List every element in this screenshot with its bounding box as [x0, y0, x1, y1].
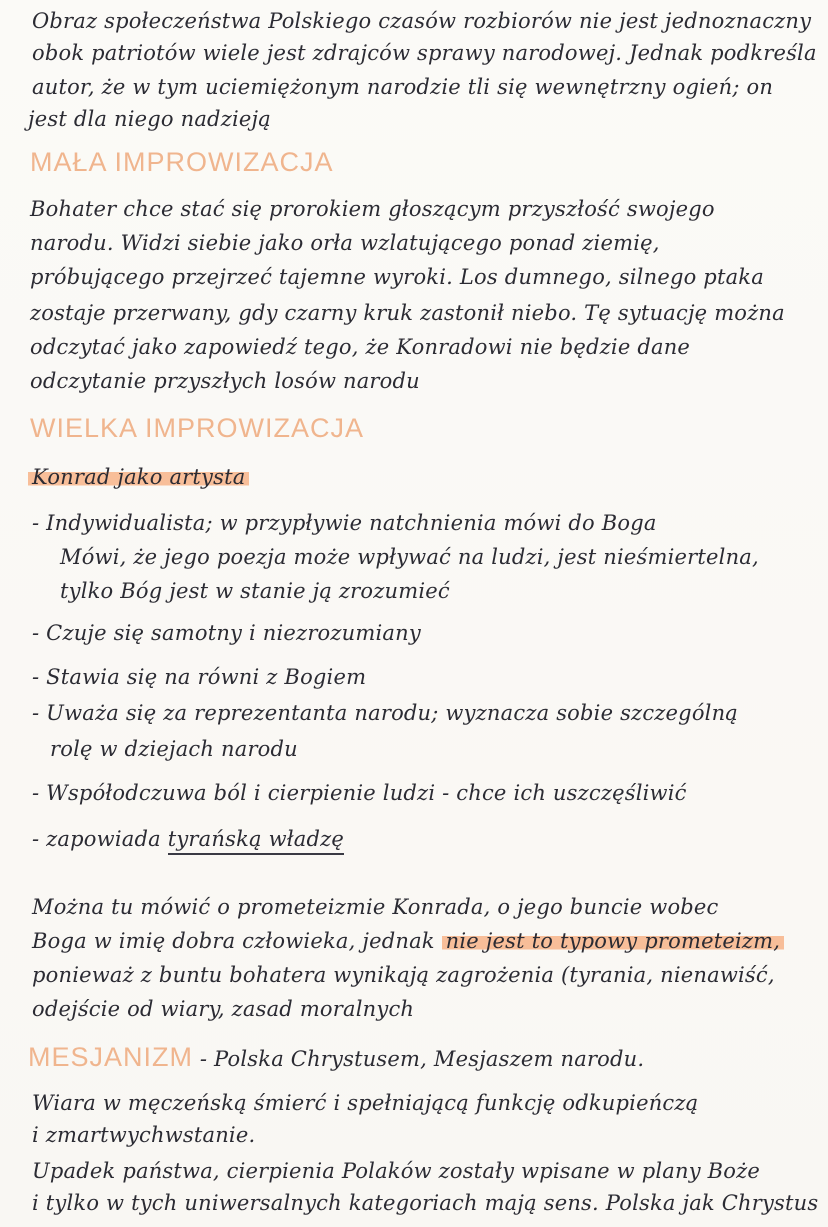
intro-line-1: Obraz społeczeństwa Polskiego czasów rozbiorów nie jest jednoznaczny	[32, 9, 812, 33]
mesjanizm-line-4: Upadek państwa, cierpienia Polaków zostały wpisane w plany Boże	[32, 1159, 761, 1183]
intro-line-4: jest dla niego nadzieją	[28, 107, 271, 131]
heading-wielka-improwizacja: WIELKA IMPROWIZACJA	[30, 413, 365, 443]
wielka-line-2: Mówi, że jego poezja może wpływać na ludzi, jest nieśmiertelna,	[60, 545, 759, 569]
prometeizm-line-2-prefix: Boga w imię dobra człowieka, jednak	[32, 929, 442, 953]
wielka-line-7: rolę w dziejach narodu	[50, 737, 298, 761]
heading-mesjanizm: MESJANIZM	[28, 1042, 194, 1072]
mala-line-5: odczytać jako zapowiedź tego, że Konradowi nie będzie dane	[30, 335, 691, 359]
mala-line-1: Bohater chce stać się prorokiem głoszącym przyszłość swojego	[30, 197, 715, 221]
prometeizm-line-2	[32, 928, 784, 954]
heading-mala-improwizacja: MAŁA IMPROWIZACJA	[30, 147, 334, 177]
subheading-konrad-artysta: Konrad jako artysta	[28, 465, 249, 489]
mala-line-4: zostaje przerwany, gdy czarny kruk zastonił niebo. Tę sytuację można	[30, 301, 785, 325]
mala-line-3: próbującego przejrzeć tajemne wyroki. Los dumnego, silnego ptaka	[30, 265, 764, 289]
highlight-nie-typowy-prometeizm: nie jest to typowy prometeizm,	[442, 929, 785, 953]
prometeizm-line-1: Można tu mówić o prometeizmie Konrada, o jego buncie wobec	[32, 895, 719, 919]
mesjanizm-line-1	[28, 1044, 644, 1072]
intro-line-2: obok patriotów wiele jest zdrajców sprawy narodowej. Jednak podkreśla	[32, 41, 817, 65]
wielka-line-9	[32, 826, 344, 852]
wielka-line-5: - Stawia się na równi z Bogiem	[32, 665, 367, 689]
mesjanizm-line-3: i zmartwychwstanie.	[32, 1123, 256, 1147]
mala-line-6: odczytanie przyszłych losów narodu	[30, 369, 420, 393]
mala-line-2: narodu. Widzi siebie jako orła wzlatującego ponad ziemię,	[30, 231, 660, 255]
wielka-line-3: tylko Bóg jest w stanie ją zrozumieć	[60, 579, 450, 603]
mesjanizm-line-1-rest: - Polska Chrystusem, Mesjaszem narodu.	[193, 1047, 645, 1071]
mesjanizm-line-2: Wiara w męczeńską śmierć i spełniającą funkcję odkupieńczą	[32, 1091, 699, 1115]
wielka-line-9-prefix: - zapowiada	[32, 827, 168, 851]
wielka-line-4: - Czuje się samotny i niezrozumiany	[32, 621, 421, 645]
underlined-tyranska-wladze: tyrańską władzę	[168, 827, 344, 855]
prometeizm-line-3: ponieważ z buntu bohatera wynikają zagrożenia (tyrania, nienawiść,	[32, 963, 775, 987]
wielka-subheading	[28, 464, 249, 490]
wielka-line-1: - Indywidualista; w przypływie natchnienia mówi do Boga	[32, 511, 657, 535]
wielka-line-8: - Współodczuwa ból i cierpienie ludzi - chce ich uszczęśliwić	[32, 781, 687, 805]
intro-line-3: autor, że w tym uciemiężonym narodzie tli się wewnętrzny ogień; on	[32, 75, 774, 99]
wielka-line-6: - Uważa się za reprezentanta narodu; wyznacza sobie szczególną	[32, 701, 739, 725]
prometeizm-line-4: odejście od wiary, zasad moralnych	[32, 997, 415, 1021]
mesjanizm-line-5: i tylko w tych uniwersalnych kategoriach mają sens. Polska jak Chrystus	[32, 1191, 819, 1215]
